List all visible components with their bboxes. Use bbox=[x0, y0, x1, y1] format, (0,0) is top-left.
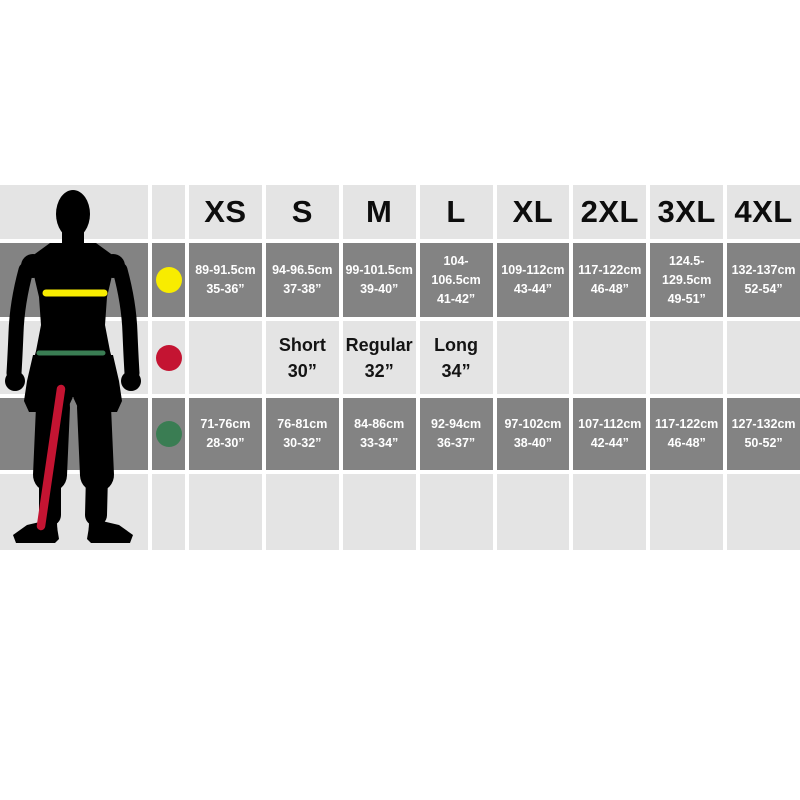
cm-value: 89-91.5cm bbox=[195, 263, 256, 277]
empty-cell bbox=[343, 474, 416, 550]
col-header-xl: XL bbox=[497, 185, 570, 239]
empty-cell bbox=[497, 474, 570, 550]
empty-cell bbox=[727, 474, 800, 550]
cell-waist-l bbox=[420, 398, 493, 470]
cell-waist-m bbox=[343, 398, 416, 470]
empty-cell bbox=[152, 474, 185, 550]
leg-label: Long bbox=[434, 334, 479, 355]
cell-leg-m bbox=[343, 321, 416, 394]
cm-value: 117-122cm bbox=[655, 417, 719, 431]
in-value: 36-37” bbox=[436, 436, 476, 450]
leg-label: Short bbox=[278, 334, 326, 355]
cell-waist-xs bbox=[189, 398, 262, 470]
col-header-2xl: 2XL bbox=[573, 185, 646, 239]
cm-value: 99-101.5cm bbox=[345, 263, 413, 277]
cm-value: 117-122cm bbox=[578, 263, 642, 277]
cm-value: 84-86cm bbox=[354, 417, 405, 431]
cell-leg-3xl bbox=[650, 321, 723, 394]
cell-leg-xl bbox=[497, 321, 570, 394]
cell-chest-xs bbox=[189, 243, 262, 317]
cm-value: 97-102cm bbox=[504, 417, 562, 431]
col-header-m: M bbox=[343, 185, 416, 239]
col-header-3xl: 3XL bbox=[650, 185, 723, 239]
waist-marker-cell bbox=[152, 398, 185, 470]
in-value: 37-38” bbox=[283, 282, 322, 296]
in-value: 41-42” bbox=[436, 291, 476, 306]
cm-value: 124.5-129.5cm bbox=[662, 253, 712, 287]
cell-leg-4xl bbox=[727, 321, 800, 394]
cell-waist-4xl bbox=[727, 398, 800, 470]
leg-length: 32” bbox=[364, 360, 394, 381]
empty-cell bbox=[573, 474, 646, 550]
cell-waist-2xl bbox=[573, 398, 646, 470]
leg-length: 30” bbox=[287, 360, 317, 381]
cell-leg-l bbox=[420, 321, 493, 394]
male-silhouette bbox=[0, 185, 148, 550]
empty-cell bbox=[266, 474, 339, 550]
cell-leg-s bbox=[266, 321, 339, 394]
col-header-l: L bbox=[420, 185, 493, 239]
left-fist bbox=[5, 371, 25, 391]
col-header-xs: XS bbox=[189, 185, 262, 239]
cm-value: 71-76cm bbox=[200, 417, 251, 431]
red-dot-icon bbox=[156, 345, 182, 371]
right-fist bbox=[121, 371, 141, 391]
cell-leg-2xl bbox=[573, 321, 646, 394]
cell-chest-l bbox=[420, 243, 493, 317]
cell-waist-xl bbox=[497, 398, 570, 470]
cell-chest-2xl bbox=[573, 243, 646, 317]
in-value: 46-48” bbox=[667, 436, 706, 450]
cell-leg-xs bbox=[189, 321, 262, 394]
cell-chest-m bbox=[343, 243, 416, 317]
cm-value: 92-94cm bbox=[431, 417, 482, 431]
yellow-dot-icon bbox=[156, 267, 182, 293]
inside-leg-marker-cell bbox=[152, 321, 185, 394]
cm-value: 104-106.5cm bbox=[431, 253, 481, 287]
cell-waist-3xl bbox=[650, 398, 723, 470]
in-value: 46-48” bbox=[590, 282, 629, 296]
col-header-4xl: 4XL bbox=[727, 185, 800, 239]
in-value: 52-54” bbox=[744, 282, 783, 296]
empty-cell bbox=[189, 474, 262, 550]
cell-chest-4xl bbox=[727, 243, 800, 317]
cell-chest-s bbox=[266, 243, 339, 317]
cm-value: 107-112cm bbox=[578, 417, 642, 431]
in-value: 49-51” bbox=[667, 291, 706, 306]
cell-waist-s bbox=[266, 398, 339, 470]
marker-header-spacer bbox=[152, 185, 185, 239]
in-value: 28-30” bbox=[206, 436, 245, 450]
cm-value: 94-96.5cm bbox=[272, 263, 333, 277]
empty-cell bbox=[420, 474, 493, 550]
right-arm bbox=[120, 270, 132, 373]
cm-value: 76-81cm bbox=[277, 417, 328, 431]
green-dot-icon bbox=[156, 421, 182, 447]
left-arm bbox=[14, 270, 26, 373]
cm-value: 127-132cm bbox=[731, 417, 796, 431]
leg-length: 34” bbox=[441, 360, 471, 381]
in-value: 30-32” bbox=[283, 436, 322, 450]
in-value: 38-40” bbox=[513, 436, 553, 450]
cell-chest-xl bbox=[497, 243, 570, 317]
col-header-s: S bbox=[266, 185, 339, 239]
cm-value: 132-137cm bbox=[731, 263, 796, 277]
torso bbox=[30, 255, 116, 362]
leg-label: Regular bbox=[345, 334, 413, 355]
in-value: 33-34” bbox=[360, 436, 399, 450]
in-value: 35-36” bbox=[206, 282, 245, 296]
cell-chest-3xl bbox=[650, 243, 723, 317]
in-value: 43-44” bbox=[513, 282, 553, 296]
chest-marker-cell bbox=[152, 243, 185, 317]
in-value: 42-44” bbox=[590, 436, 629, 450]
in-value: 50-52” bbox=[744, 436, 783, 450]
empty-cell bbox=[650, 474, 723, 550]
cm-value: 109-112cm bbox=[501, 263, 565, 277]
in-value: 39-40” bbox=[360, 282, 399, 296]
